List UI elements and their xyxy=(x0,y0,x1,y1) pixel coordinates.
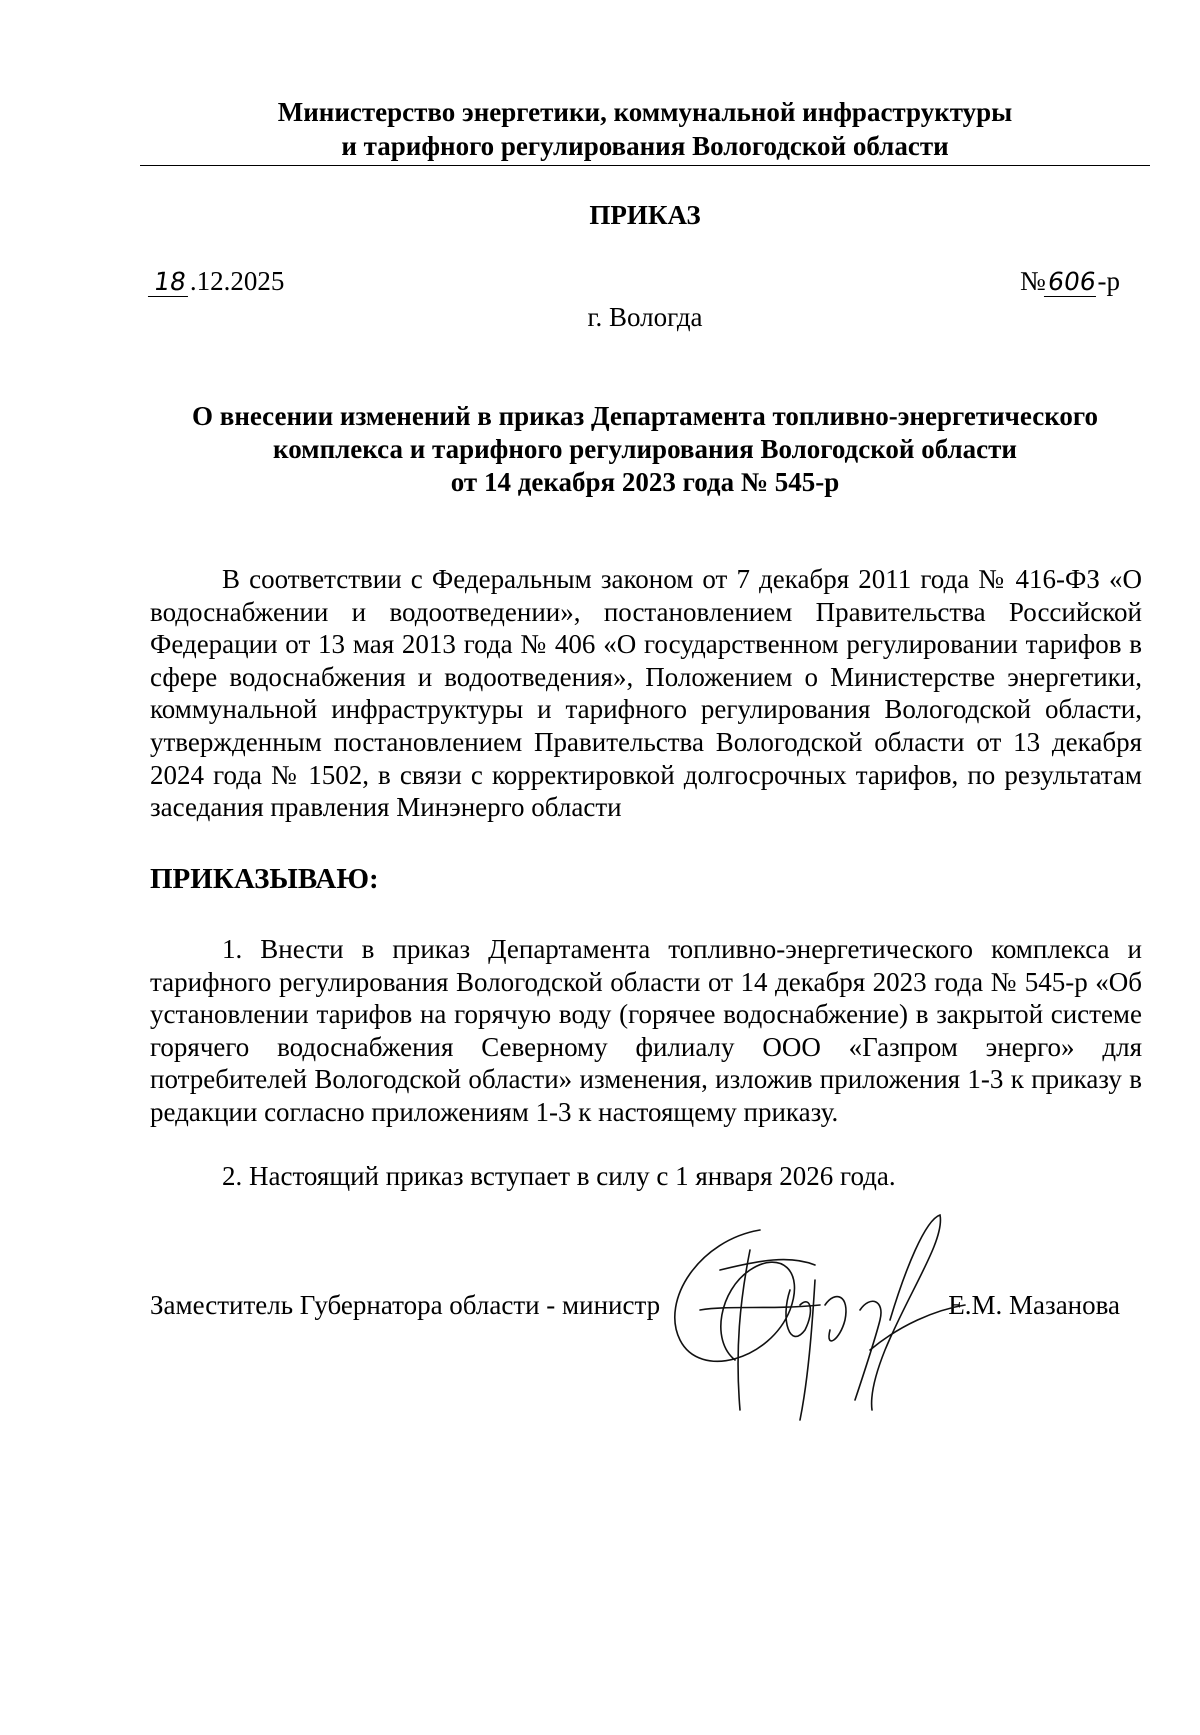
ministry-header-line1: Министерство энергетики, коммунальной инфраструктуры xyxy=(277,97,1013,127)
document-number xyxy=(1020,266,1120,297)
subject-line2: комплекса и тарифного регулирования Вологодской области xyxy=(273,434,1017,464)
number-value-handwritten: 606 xyxy=(1044,267,1100,297)
order-item-1: 1. Внести в приказ Департамента топливно-энергетического комплекса и тарифного регулирования Вологодской области от 14 декабря 2023 года № 545-р «Об установлении тарифов на горячую воду (горячее водоснабжение) в закрытой системе горячего водоснабжения Северному филиалу ООО «Газпром энерго» для потребителей Вологодской области» изменения, изложив приложения 1-3 к приказу в редакции согласно приложениям 1-3 к настоящему приказу. xyxy=(150,934,1142,1127)
city-name: г. Вологда xyxy=(587,302,703,332)
ministry-header xyxy=(140,95,1150,163)
order-item-2: 2. Настоящий приказ вступает в силу с 1 января 2026 года. xyxy=(222,1161,896,1191)
subject-line3: от 14 декабря 2023 года № 545-р xyxy=(450,467,840,497)
ministry-header-line2: и тарифного регулирования Вологодской области xyxy=(341,131,949,161)
date-day-handwritten: 18 xyxy=(148,267,192,297)
document-type-title: ПРИКАЗ xyxy=(589,200,701,230)
number-prefix: № xyxy=(1020,266,1046,296)
order-subject xyxy=(140,400,1150,499)
subject-line1: О внесении изменений в приказ Департамента топливно-энергетического xyxy=(191,401,1098,431)
order-keyword: ПРИКАЗЫВАЮ: xyxy=(150,863,379,895)
header-divider xyxy=(140,165,1150,166)
preamble-paragraph: В соответствии с Федеральным законом от 7 декабря 2011 года № 416-ФЗ «О водоснабжении и водоотведении», постановлением Правительства Российской Федерации от 13 мая 2013 года № 406 «О государственном регулировании тарифов в сфере водоснабжения и водоотведения», Положением о Министерстве энергетики, коммунальной инфраструктуры и тарифного регулирования Вологодской области, утвержденным постановлением Правительства Вологодской области от 13 декабря 2024 года № 1502, в связи с корректировкой долгосрочных тарифов, по результатам заседания правления Минэнерго области xyxy=(150,564,1142,823)
signatory-name: Е.М. Мазанова xyxy=(948,1290,1120,1320)
document-date xyxy=(150,266,284,297)
number-suffix: -р xyxy=(1097,266,1120,296)
date-month-year: .12.2025 xyxy=(189,266,285,296)
signatory-position: Заместитель Губернатора области - министр xyxy=(150,1290,661,1320)
handwritten-signature xyxy=(640,1210,970,1430)
